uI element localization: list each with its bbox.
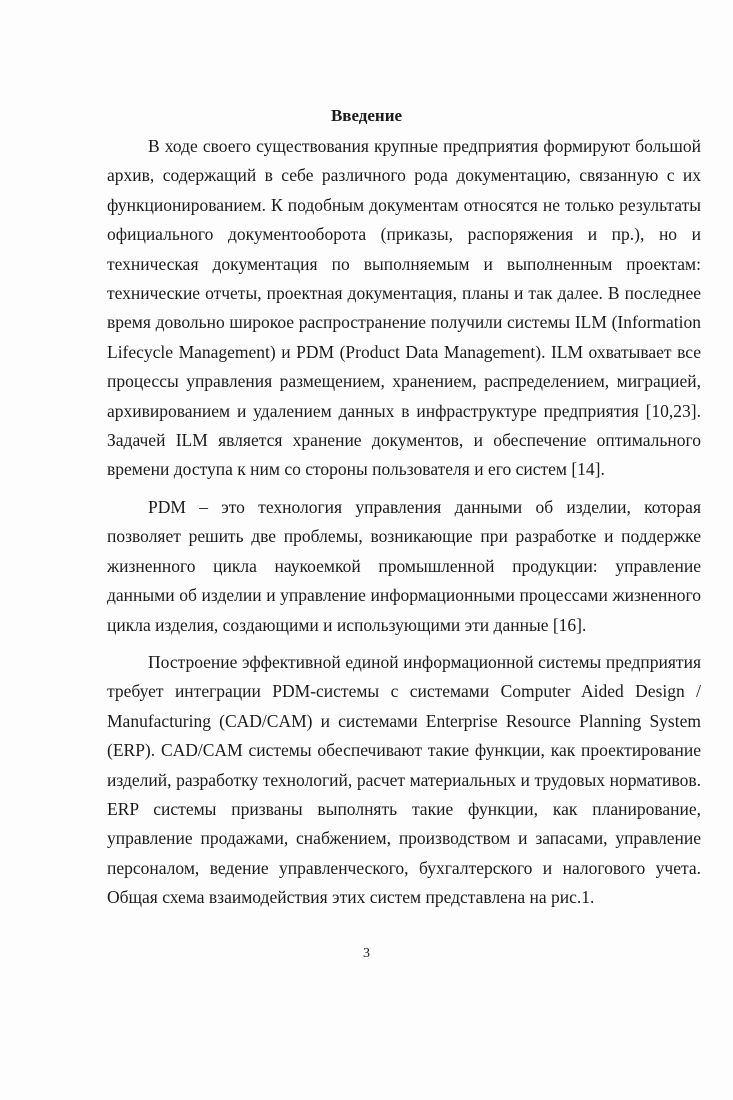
page-number: 3 xyxy=(363,946,370,961)
body-text xyxy=(107,132,701,921)
paragraph-intro: В ходе своего существования крупные предприятия формируют большой архив, содержащий в себе различного рода документацию, связанную с их функционированием. К подобным документам относятся не только результаты официального документооборота (приказы, распоряжения и пр.), но и техническая документация по выполняемым и выполненным проектам: технические отчеты, проектная документация, планы и так далее. В последнее время довольно широкое распространение получили системы ILM (Information Lifecycle Management) и PDM (Product Data Management). ILM охватывает все процессы управления размещением, хранением, распределением, миграцией, архивированием и удалением данных в инфраструктуре предприятия [10,23]. Задачей ILM является хранение документов, и обеспечение оптимального времени доступа к ним со стороны пользователя и его систем [14]. xyxy=(107,136,701,480)
paragraph-pdm: PDM – это технология управления данными об изделии, которая позволяет решить две проблемы, возникающие при разработке и поддержке жизненного цикла наукоемкой промышленной продукции: управление данными об изделии и управление информационными процессами жизненного цикла изделия, создающими и использующими эти данные [16]. xyxy=(107,496,701,635)
section-title: Введение xyxy=(330,106,403,125)
paragraph-integration: Построение эффективной единой информационной системы предприятия требует интеграции PDM-системы с системами Computer Aided Design / Manufacturing (CAD/CAM) и системами Enterprise Resource Planning System (ERP). CAD/CAM системы обеспечивают такие функции, как проектирование изделий, разработку технологий, расчет материальных и трудовых нормативов. ERP системы призваны выполнять такие функции, как планирование, управление продажами, снабжением, производством и запасами, управление персоналом, ведение управленческого, бухгалтерского и налогового учета. Общая схема взаимодействия этих систем представлена на рис.1. xyxy=(107,651,701,908)
